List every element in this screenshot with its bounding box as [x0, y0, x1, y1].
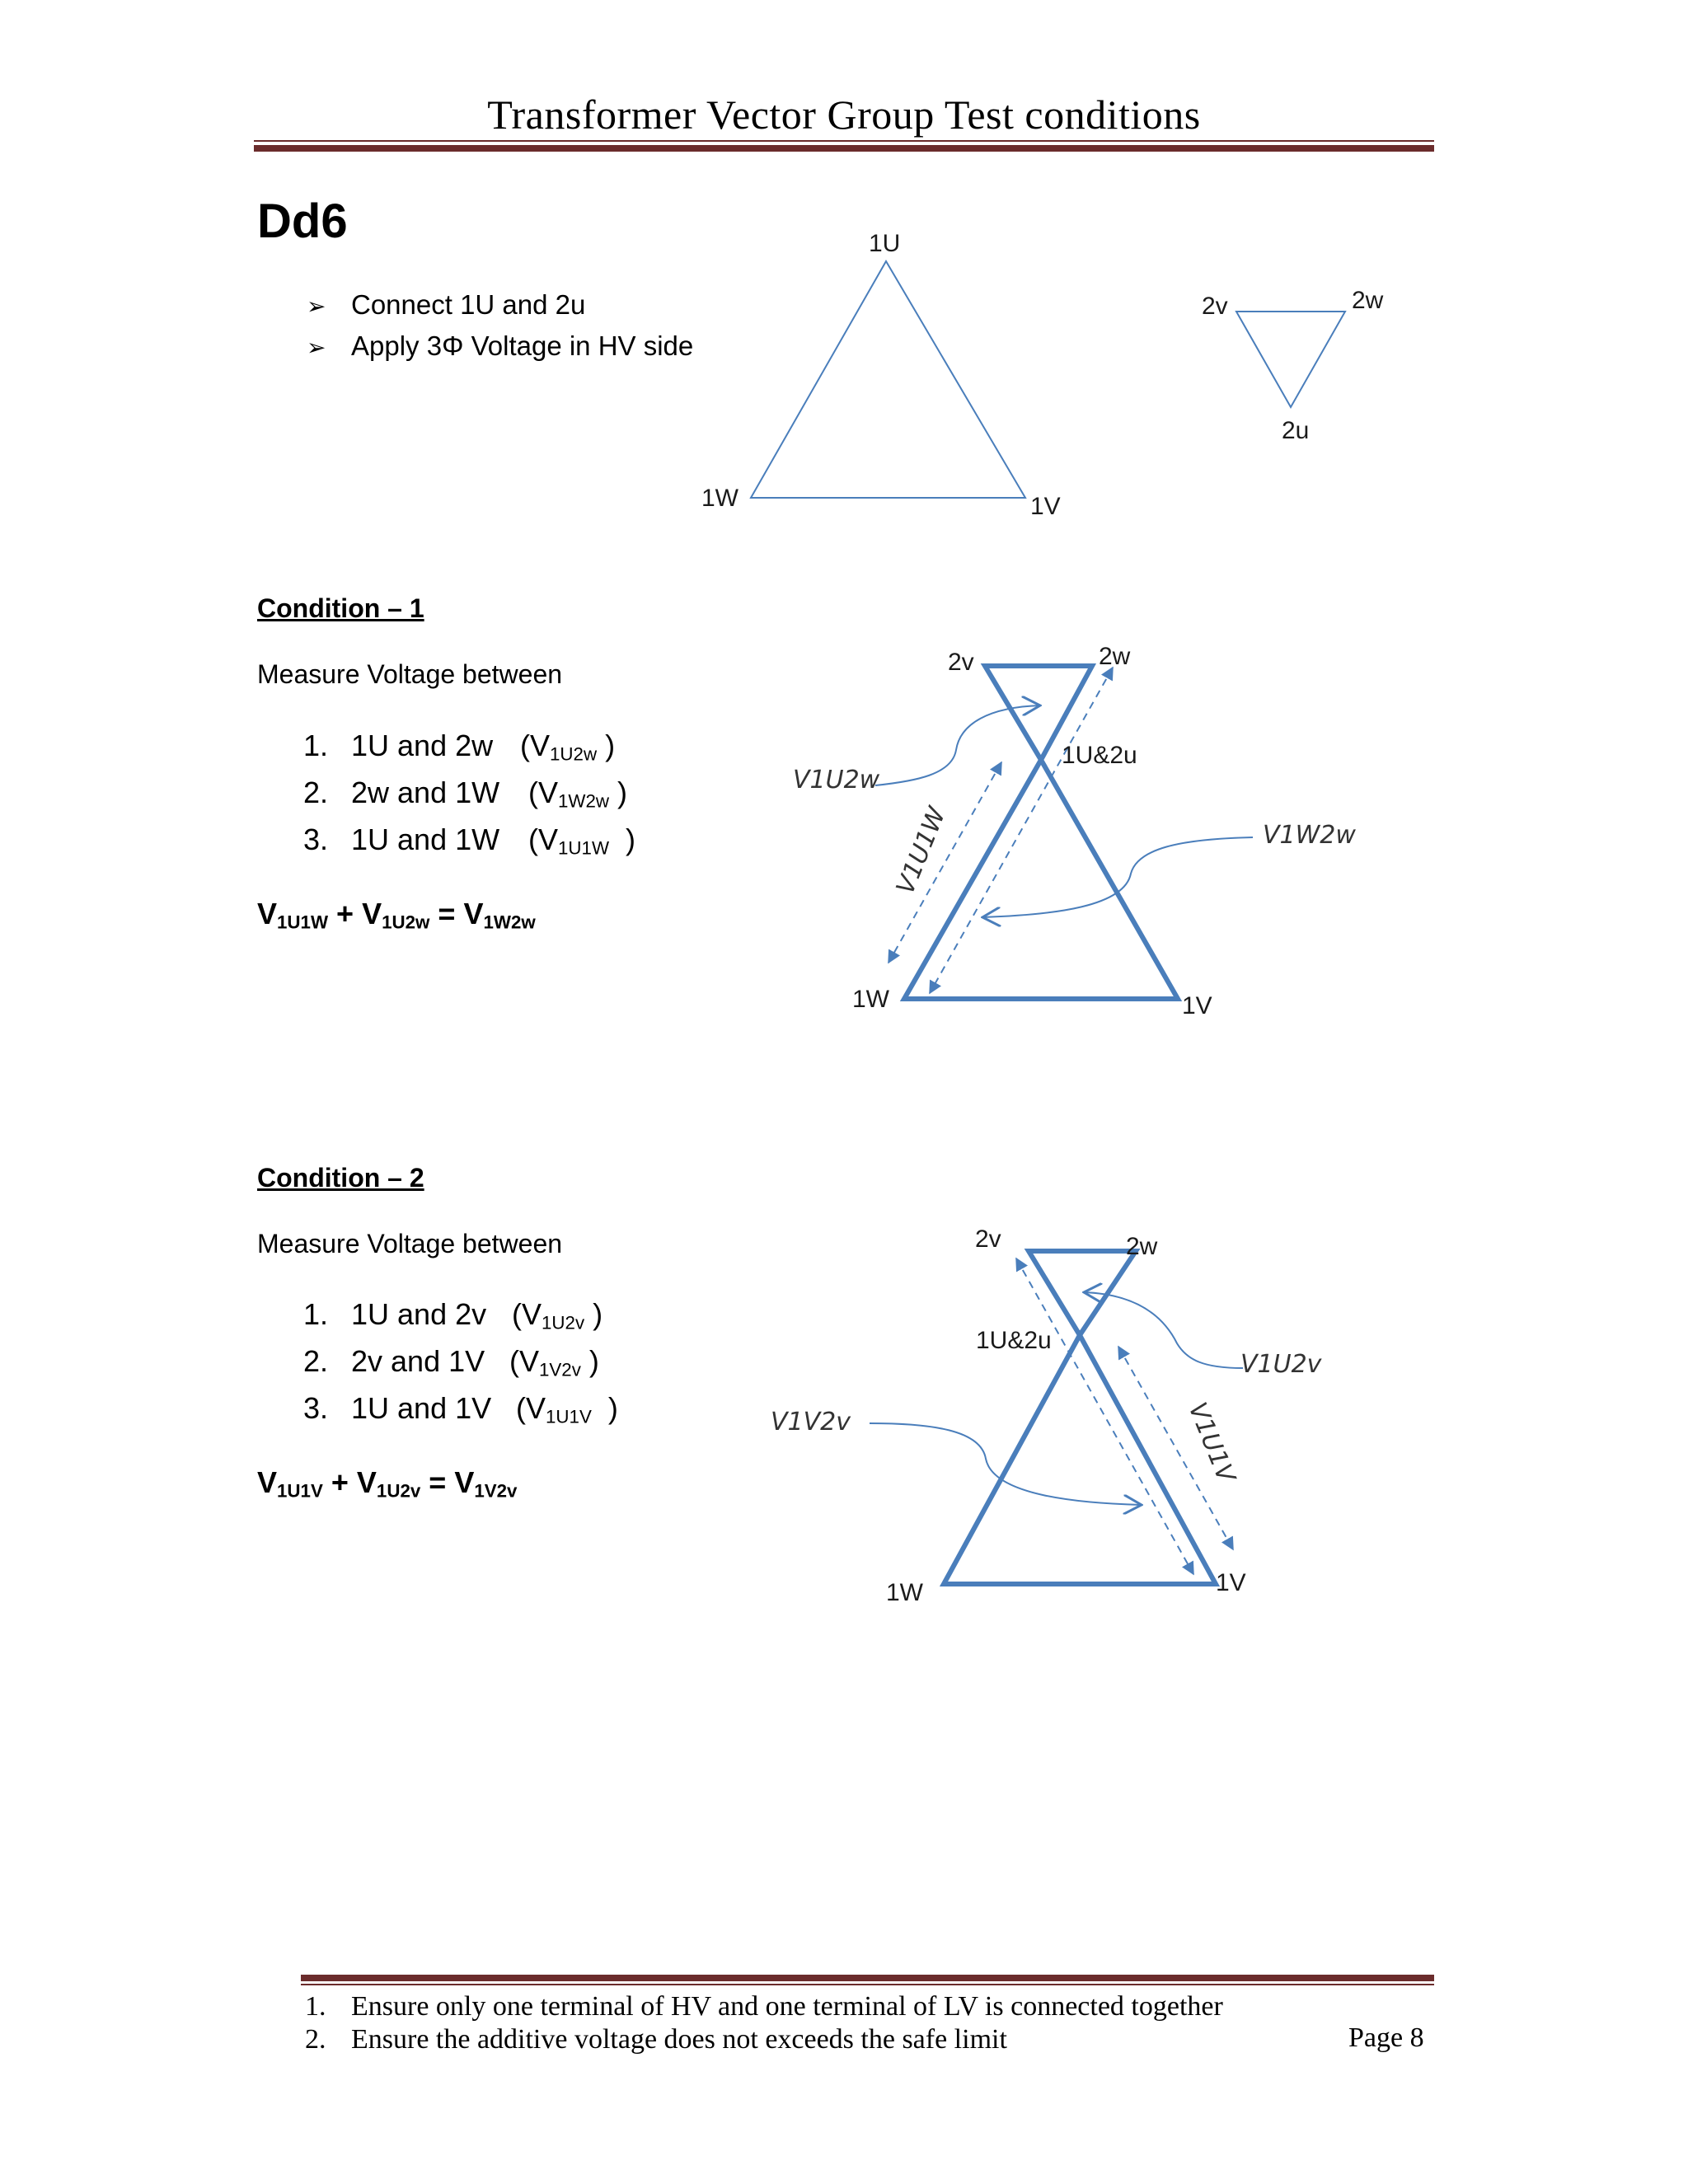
instruction-text: Apply 3Φ Voltage in HV side [351, 330, 694, 361]
arrow-bullet-icon: ➢ [307, 293, 326, 319]
c1-bottom-left-label: 1W [852, 986, 889, 1013]
c2-dashed-arrow-v1v2v [1016, 1258, 1193, 1574]
footer-rule-thick [301, 1975, 1434, 1981]
hv-delta-triangle [751, 261, 1025, 498]
footer-rule-thin [301, 1984, 1434, 1985]
condition-1-heading: Condition – 1 [257, 593, 424, 623]
section-title: Dd6 [257, 194, 348, 248]
lv-bottom-label: 2u [1282, 417, 1310, 444]
measure-item: 2. 2w and 1W ($V_{1W2w}$ ) [303, 776, 628, 812]
condition-2-heading: Condition – 2 [257, 1163, 424, 1193]
measure-item: 1. 1U and 2v ($V_{1U2v}$ ) [303, 1297, 603, 1333]
lv-left-label: 2v [1202, 293, 1228, 320]
c2-curve-v1v2v [870, 1423, 1142, 1505]
instruction-text: Connect 1U and 2u [351, 289, 586, 320]
measure-item: 3. 1U and 1W ($V_{1U1W}$ ) [303, 823, 636, 859]
c1-curve-v1w2w [982, 837, 1253, 917]
measure-item: 1. 1U and 2w ($V_{1U2w}$ ) [303, 729, 616, 765]
condition-2-equation: $V_{1U1V} + V_{1U2v} = V_{1V2v}$ [257, 1465, 518, 1502]
c1-bottom-right-label: 1V [1182, 992, 1212, 1019]
hv-top-label: 1U [869, 230, 901, 257]
condition-1-measure-text: Measure Voltage between [257, 659, 563, 689]
condition-1-equation: $V_{1U1W} + V_{1U2w} = V_{1W2w}$ [257, 897, 536, 933]
c1-v1w2w-label: V1W2w [1263, 821, 1356, 850]
c2-lv-triangle [1029, 1251, 1136, 1335]
lv-right-label: 2w [1352, 287, 1384, 314]
c2-v1u1v-label: V1U1V [1182, 1398, 1240, 1487]
c2-hv-triangle [944, 1335, 1216, 1584]
c2-top-right-label: 2w [1126, 1233, 1158, 1260]
measure-item: 2. 2v and 1V ($V_{1V2v}$ ) [303, 1344, 599, 1380]
c1-top-left-label: 2v [948, 649, 974, 676]
c1-v1u1w-label: V1U1W [890, 803, 952, 898]
c2-top-left-label: 2v [975, 1226, 1001, 1253]
c2-junction-label: 1U&2u [976, 1327, 1052, 1354]
condition-2-measure-text: Measure Voltage between [257, 1229, 563, 1258]
condition-1-diagram [793, 643, 1356, 1019]
page-number: Page 8 [1348, 2022, 1424, 2053]
c1-dashed-arrow-v1w2w [930, 668, 1113, 993]
c2-v1v2v-label: V1V2v [771, 1408, 851, 1436]
c2-v1u2v-label: V1U2v [1240, 1350, 1322, 1379]
c1-v1u2w-label: V1U2w [793, 766, 880, 794]
measure-item: 3. 1U and 1V ($V_{1U1V}$ ) [303, 1391, 618, 1427]
arrow-bullet-icon: ➢ [307, 335, 326, 360]
lv-delta-triangle [1236, 312, 1345, 407]
footer-note: 2. Ensure the additive voltage does not exceeds the safe limit [305, 2024, 1007, 2055]
hv-right-label: 1V [1030, 493, 1061, 520]
c1-junction-label: 1U&2u [1062, 742, 1137, 769]
c2-curve-v1u2v [1084, 1292, 1243, 1368]
hv-left-label: 1W [701, 485, 738, 512]
condition-2-diagram [771, 1226, 1323, 1606]
page-header-title: Transformer Vector Group Test conditions [487, 91, 1201, 138]
c2-bottom-left-label: 1W [886, 1579, 923, 1606]
c1-top-right-label: 2w [1099, 643, 1131, 670]
footer-note: 1. Ensure only one terminal of HV and one terminal of LV is connected together [305, 1991, 1223, 2022]
c2-bottom-right-label: 1V [1216, 1569, 1246, 1596]
